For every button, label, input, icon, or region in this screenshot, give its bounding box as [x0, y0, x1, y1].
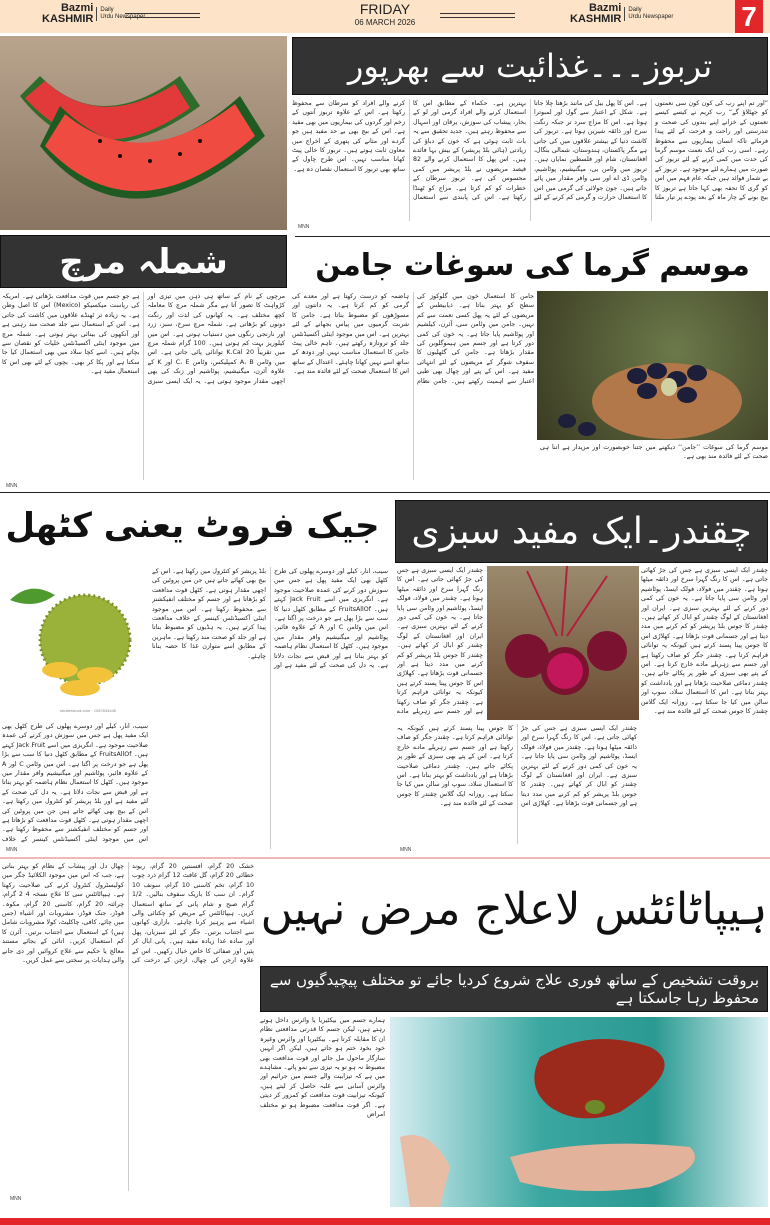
- article-body-jamun: جامن کا استعمال خون میں گلوکوز کی سطح کو بہتر بناتا ہے۔ ذیابیطس کے مریضوں کے لئے یہ پھل کسی نعمت سے کم نہیں۔ جامن میں وٹامن سی، آئرن، کیلشیم اور پوٹاشیم پایا جاتا ہے۔ یہ خون کی کمی دور کرتا ہے اور جسم میں ہیموگلوبن کی مقدار بڑھاتا ہے۔ جامن کی گٹھلیوں کا سفوف شوگر کے مریضوں کے لئے انتہائی مفید ہے۔ اس کے پتے اور چھال بھی طبی اعتبار سے اہمیت رکھتے ہیں۔ جامن نظام ہاضمہ کو درست رکھتا ہے اور معدے کی گرمی کو کم کرتا ہے۔ یہ دانتوں اور مسوڑھوں کو مضبوط بناتا ہے۔ جامن کا شربت گرمیوں میں پیاس بجھانے کے لئے بہترین ہے۔ اس میں موجود اینٹی آکسیڈنٹس جلد کو تروتازہ رکھتے ہیں۔ تاہم خالی پیٹ جامن کا استعمال مناسب نہیں اور دودھ کے ساتھ اسے نہیں کھانا چاہئے۔ اعتدال کے ساتھ اس کا استعمال صحت کے لئے فائدہ مند ہے۔: [292, 293, 534, 385]
- article-body-hepatitis-side: خشک 20 گرام، افسنتین 20 گرام، ریوند خطائی 20 گرام، گل غافث 12 گرام ذرد چوب 10 گرام، تخم کاسنی 10 گرام، سونف 10 گرام۔ ان سب کا باریک سفوف بنالیں۔ 1/2 گرام صبح و شام پانی کے ساتھ استعمال کریں۔ ہیپاٹائٹس کے مریض کو چکنائی والی اشیاء سے پرہیز کرنا چاہئے۔ بازاری کھانوں سے اجتناب برتیں۔ جگر کے لئے سبزیاں، پھل اور سادہ غذا زیادہ مفید ہیں۔ پانی ابال کر پئیں اور صفائی کا خاص خیال رکھیں۔ اس کے علاوہ ارجن کی چھال، ارجن کے درخت کی چھال دل اور پیشاب کے نظام کو بہتر بناتی ہے، جب کہ اس میں موجود الکلائیڈ جگر میں کولیسٹرول کنٹرول کرنے کی صلاحیت رکھتا ہے۔ ہیپاٹائٹس سی کا علاج نسخہ 4 2 گرام، چرائتہ 20 گرام، کاسنی 20 گرام، مکوہ۔ فوڈز، جنک فوڈز، مشروبات اور اشیاء (جس میں چائے، کافی، چاکلیٹ، کولا مشروبات شامل ہیں) کے استعمال سے اجتناب برتیں۔ آئرن کا کم استعمال کریں۔ اتائی کے بجائے مستند معالج یا حکیم سے علاج کروائیں اور دی جانے والی ہدایات پر سختی سے عمل کریں۔: [2, 863, 254, 965]
- page-number: 7: [735, 0, 763, 33]
- credit: MNN: [400, 847, 412, 853]
- headline-jamun: موسم گرما کی سوغات جامن: [315, 247, 750, 283]
- article-body-jackfruit: سیب، انار، کیلے اور دوسرے پھلوں کی طرح کٹھل بھی ایک مفید پھل ہے جس میں سوزش دور کرنے کی عمدہ صلاحیت موجود ہے۔ انگریزی میں اسے Jack Fruit کہتے ہیں۔ FruitsAllOf کے مطابق کٹھل دنیا کا سب سے بڑا پھل ہے جو درخت پر اگتا ہے۔ اس میں وٹامن C اور A کے علاوہ فائبر، پوٹاشیم اور میگنیشیم وافر مقدار میں موجود ہیں۔ کٹھل کا استعمال نظام ہاضمہ کو بہتر بناتا ہے اور قبض سے نجات دلاتا ہے۔ یہ دل کی صحت کے لئے مفید ہے اور بلڈ پریشر کو کنٹرول میں رکھتا ہے۔ اس کے بیج بھی کھائے جاتے ہیں جن میں پروٹین کی اچھی مقدار ہوتی ہے۔ کٹھل قوت مدافعت کو بڑھاتا ہے اور جسم کو مختلف انفیکشنز سے محفوظ رکھتا ہے۔ اس میں موجود اینٹی آکسیڈنٹس کینسر کے خلاف مدافعت پیدا کرتے ہیں۔ یہ ہڈیوں کو مضبوط بناتا ہے اور جلد کو صحت مند رکھتا ہے۔ ماہرین کے مطابق اسے متوازن غذا کا حصہ بنانا چاہئے۔: [152, 568, 388, 670]
- article-body-hepatitis: ہمارے جسم میں بیکٹیریا یا وائرس داخل ہوتے رہتے ہیں، لیکن جسم کا قدرتی مدافعتی نظام ان کا مقابلہ کرتا ہے۔ بیکٹیریا اور وائرس وغیرہ خود بخود ختم ہو جاتے ہیں، لیکن اگر انہیں سازگار ماحول مل جائے اور قوت مدافعت بھی مضبوط نہ ہو تو یہ تیزی سے نمو پاتے۔ مشاہدے میں ہے کہ تیزابیت والے جسم میں جراثیم اور وائرس آسانی سے غلبہ حاصل کر لیتے ہیں، کیونکہ تیزابیت قوت مدافعت کو کمزور کر دیتی ہے۔ اگر قوت مدافعت مضبوط ہو تو مختلف امراض: [260, 1017, 385, 1119]
- masthead: [0, 0, 770, 33]
- brand-logo-right: [570, 3, 673, 25]
- beetroot-photo: [487, 566, 639, 720]
- brand-tag-top: Daily: [628, 7, 642, 13]
- brand-tag-bottom: Urdu Newspaper: [100, 14, 146, 20]
- subheadline-hepatitis: بروقت تشخیص کے ساتھ فوری علاج شروع کردیا جائے تو مختلف پیچیدگیوں سے محفوظ رہا جاسکتا ہے: [260, 966, 768, 1012]
- credit: MNN: [6, 483, 18, 489]
- headline-jackfruit: جیک فروٹ یعنی کٹھل: [5, 506, 380, 546]
- image-credit: shutterstock.com · 1087834445: [60, 708, 117, 713]
- article-body-beetroot-cont: چقندر ایک ایسی سبزی ہے جس کی جڑ کھائی جاتی ہے۔ اس کا رنگ گہرا سرخ اور ذائقہ میٹھا ہوتا ہے۔ چقندر میں فولاد، فولک ایسڈ، پوٹاشیم اور وٹامن سی پایا جاتا ہے۔ یہ خون کی کمی دور کرنے کے لئے بہترین سبزی ہے۔ ایران اور افغانستان کے لوگ چقندر کو ابال کر کھاتے ہیں۔ چقندر کا جوس بلڈ پریشر کو کم کرنے میں مدد دیتا ہے اور جسمانی قوت بڑھاتا ہے۔ کھلاڑی اس کا جوس پینا پسند کرتے ہیں کیونکہ یہ توانائی فراہم کرتا ہے۔ چقندر جگر کو صاف رکھتا ہے اور جسم سے زہریلے مادے خارج کرتا ہے۔ اس کے پتے بھی سبزی کے طور پر پکائے جاتے ہیں۔ چقندر دماغی صلاحیت بڑھاتا ہے اور یادداشت کو بہتر بناتا ہے۔ اس کا استعمال سلاد، سوپ اور سالن میں کیا جا سکتا ہے۔ روزانہ ایک گلاس چقندر کا جوس صحت کے لئے فائدہ مند ہے۔: [397, 725, 637, 808]
- liver-photo: [390, 1017, 768, 1207]
- credit: MNN: [298, 224, 310, 230]
- brand-name-bottom: KASHMIR: [42, 13, 94, 25]
- brand-tag-bottom: Urdu Newspaper: [628, 14, 674, 20]
- credit: MNN: [10, 1196, 22, 1202]
- article-body-beetroot-side: چقندر ایک ایسی سبزی ہے جس کی جڑ کھائی جاتی ہے۔ اس کا رنگ گہرا سرخ اور ذائقہ میٹھا ہوتا ہے۔ چقندر میں فولاد، فولک ایسڈ، پوٹاشیم اور وٹامن سی پایا جاتا ہے۔ یہ خون کی کمی دور کرنے کے لئے بہترین سبزی ہے۔ ایران اور افغانستان کے لوگ چقندر کو ابال کر کھاتے ہیں۔ چقندر کا جوس بلڈ پریشر کو کم کرنے میں مدد دیتا ہے اور جسمانی قوت بڑھاتا ہے۔ کھلاڑی اس کا جوس پینا پسند کرتے ہیں کیونکہ یہ توانائی فراہم کرتا ہے۔ چقندر جگر کو صاف رکھتا ہے اور جسم سے زہریلے مادے: [397, 567, 483, 716]
- divider: [295, 236, 770, 237]
- headline-capsicum: شملہ مرچ: [0, 235, 287, 288]
- watermelon-photo: [0, 36, 287, 230]
- credit: MNN: [6, 847, 18, 853]
- decorative-rule: [125, 13, 200, 18]
- brand-name-bottom: KASHMIR: [570, 13, 622, 25]
- article-body-watermelon: ”اور تم اپنے رب کی کون کون سی نعمتوں کو جھٹلاؤ گے“ رب کریم نے کیسے کیسے نعمتوں کے خزانے اپنے بندوں کی صحت و تندرستی اور راحت و فرحت کے لئے پیدا فرمائے تاکہ انسان بیماریوں سے محفوظ رہے۔ اسی رب کی ایک نعمت موسم گرما کی حدت میں کمی کرنے کے لئے تربوز کی صورت میں ہمارے لئے موجود ہے۔ تربوز کے بے شمار فوائد ہیں جبکہ عام فہم میں اس کو گری کا تحفہ بھی کہا جاتا ہے تربوز کا بیج بونے کے چار ماہ کے بعد پودے پر تیار ملتا ہے۔ اس کا پھل بیل کی مانند بڑھتا چلا جاتا ہے۔ شکل کے اعتبار سے گول اور لمبوترا ہوتا ہے۔ اس کا مزاج سرد تر جبکہ رنگت سرخ اور ذائقہ شیریں ہوتا ہے۔ تربوز کی کاشت دنیا کے بیشتر علاقوں میں کی جاتی ہے مگر پاکستان، ہندوستان، شمالی بنگال، افغانستان، شام اور فلسطین نمایاں ہیں۔ تربوز میں وٹامن بی، میگنیشیم، پوٹاشیم، وٹامن ڈی اے اور سی وافر مقدار میں پائے جاتے ہیں۔ جون جولائی کی گرمی میں اس کا استعمال حرارت و گرمی کم کرنے کے لئے بہترین ہے۔ حکماء کے مطابق اس کا استعمال کرنے والے افراد گرمی اور لو کے بخار، پیشاب کی سوزش، یرقان اور اسہال سے محفوظ رہتے ہیں۔ جدید تحقیق سے یہ بات ثابت ہوئی ہے کہ خون کے دباؤ کی زیادتی (ہائی بلڈ پریشر) کے بیش بہا فائدے ہیں۔ اس پھل کا استعمال کرنے والے 82 فیصد مریضوں نے بلڈ پریشر میں کمی محسوس کی ہے۔ تربوز سرطان کے خطرات کو کم کرتا ہے۔ مزاج کو ٹھنڈا رکھتا ہے۔ اس کی پابندی سے استعمال کرنے والے افراد کو سرطان سے محفوظ رکھتا ہے۔ اس کے علاوہ تربوز آنتوں کے زخم اور گردوں کی بیماریوں میں بھی مفید ہے۔ اس کے بیج بھی بے حد مفید ہیں جو گردے اور مثانے کی پتھری کے اخراج میں معاون ثابت ہوتے ہیں۔ تربوز کا خالی پیٹ کھانا مناسب نہیں۔ اس طرح چاول کے ساتھ بھی تربوز کا استعمال نقصان دہ ہے۔: [292, 100, 768, 202]
- divider: [0, 857, 770, 859]
- decorative-rule: [440, 13, 515, 18]
- article-body-capsicum: مرچوں کے نام کے ساتھ ہی ذہن میں تیزی اور کڑواہٹ کا تصور آتا ہے مگر شملہ مرچ کا معاملہ کچھ مختلف ہے۔ یہ کھانوں کی لذت اور رنگت دونوں کو بڑھاتی ہے۔ شملہ مرچ سرخ، سبز، زرد اور نارنجی رنگوں میں دستیاب ہوتی ہے۔ اس میں کیلوریز بہت کم ہوتی ہیں۔ 100 گرام شملہ مرچ میں تقریباً 20 K.Cal توانائی پائی جاتی ہے۔ اس میں وٹامن A، B کمپلیکس، وٹامن C، E اور K کے علاوہ آئرن، میگنیشیم، پوٹاشیم اور زنک کی بھی اچھی مقدار موجود ہوتی ہے۔ یہ ایک ایسی سبزی ہے جو جسم میں قوت مدافعت بڑھاتی ہے۔ امریکہ کی ریاست میکسیکو (Mexico) اس کا اصل وطن ہے۔ یہ زیادہ تر ٹھنڈے علاقوں میں کاشت کی جاتی ہے۔ اس کے استعمال سے جلد صحت مند رہتی ہے اور آنکھوں کی بینائی بہتر ہوتی ہے۔ شملہ مرچ میں موجود اینٹی آکسیڈنٹس خلیات کو نقصان سے بچاتے ہیں۔ اسے کچا سلاد میں بھی استعمال کیا جا سکتا ہے اور پکا کر بھی۔ بچوں کے لئے بھی اس کا استعمال مفید ہے۔: [2, 293, 285, 385]
- headline-beetroot: چقندر۔ایک مفید سبزی: [395, 500, 768, 563]
- brand-name-top: Bazmi: [60, 2, 94, 14]
- headline-watermelon: تربوز۔۔۔غذائیت سے بھرپور: [292, 37, 768, 95]
- brand-name-top: Bazmi: [588, 2, 622, 14]
- article-body-jackfruit-cont: سیب، انار، کیلے اور دوسرے پھلوں کی طرح کٹھل بھی ایک مفید پھل ہے جس میں سوزش دور کرنے کی عمدہ صلاحیت موجود ہے۔ انگریزی میں اسے Jack Fruit کہتے ہیں۔ FruitsAllOf کے مطابق کٹھل دنیا کا سب سے بڑا پھل ہے جو درخت پر اگتا ہے۔ اس میں وٹامن C اور A کے علاوہ فائبر، پوٹاشیم اور میگنیشیم وافر مقدار میں موجود ہیں۔ کٹھل کا استعمال نظام ہاضمہ کو بہتر بناتا ہے اور قبض سے نجات دلاتا ہے۔ یہ دل کی صحت کے لئے مفید ہے اور بلڈ پریشر کو کنٹرول میں رکھتا ہے۔ اس کے بیج بھی کھائے جاتے ہیں جن میں پروٹین کی اچھی مقدار ہوتی ہے۔ کٹھل قوت مدافعت کو بڑھاتا ہے اور جسم کو مختلف انفیکشنز سے محفوظ رکھتا ہے۔ اس میں موجود اینٹی آکسیڈنٹس کینسر کے خلاف: [2, 723, 148, 843]
- jamun-photo: [537, 291, 768, 440]
- jackfruit-photo: [0, 570, 150, 718]
- issue-date: 06 MARCH 2026: [354, 18, 416, 27]
- brand-tag-top: Daily: [100, 7, 114, 13]
- headline-hepatitis: ہیپاٹائٹس لاعلاج مرض نہیں: [260, 884, 768, 935]
- footer-bar: [0, 1218, 770, 1225]
- jamun-caption: موسم گرما کی سوغات ’’جامن‘‘ دیکھنے میں جتنا خوبصورت اور مزیدار ہے اتنا ہی صحت کے لئے فائدہ مند بھی ہے۔: [540, 444, 768, 461]
- article-body-beetroot: چقندر ایک ایسی سبزی ہے جس کی جڑ کھائی جاتی ہے۔ اس کا رنگ گہرا سرخ اور ذائقہ میٹھا ہوتا ہے۔ چقندر میں فولاد، فولک ایسڈ، پوٹاشیم اور وٹامن سی پایا جاتا ہے۔ یہ خون کی کمی دور کرنے کے لئے بہترین سبزی ہے۔ ایران اور افغانستان کے لوگ چقندر کو ابال کر کھاتے ہیں۔ چقندر کا جوس بلڈ پریشر کو کم کرنے میں مدد دیتا ہے اور جسمانی قوت بڑھاتا ہے۔ کھلاڑی اس کا جوس پینا پسند کرتے ہیں کیونکہ یہ توانائی فراہم کرتا ہے۔ چقندر جگر کو صاف رکھتا ہے اور جسم سے زہریلے مادے خارج کرتا ہے۔ اس کے پتے بھی سبزی کے طور پر پکائے جاتے ہیں۔ چقندر دماغی صلاحیت بڑھاتا ہے اور یادداشت کو بہتر بناتا ہے۔ اس کا استعمال سلاد، سوپ اور سالن میں کیا جا سکتا ہے۔ روزانہ ایک گلاس چقندر کا جوس صحت کے لئے فائدہ مند ہے۔: [641, 567, 768, 716]
- issue-day: FRIDAY: [359, 1, 411, 17]
- divider: [0, 492, 770, 493]
